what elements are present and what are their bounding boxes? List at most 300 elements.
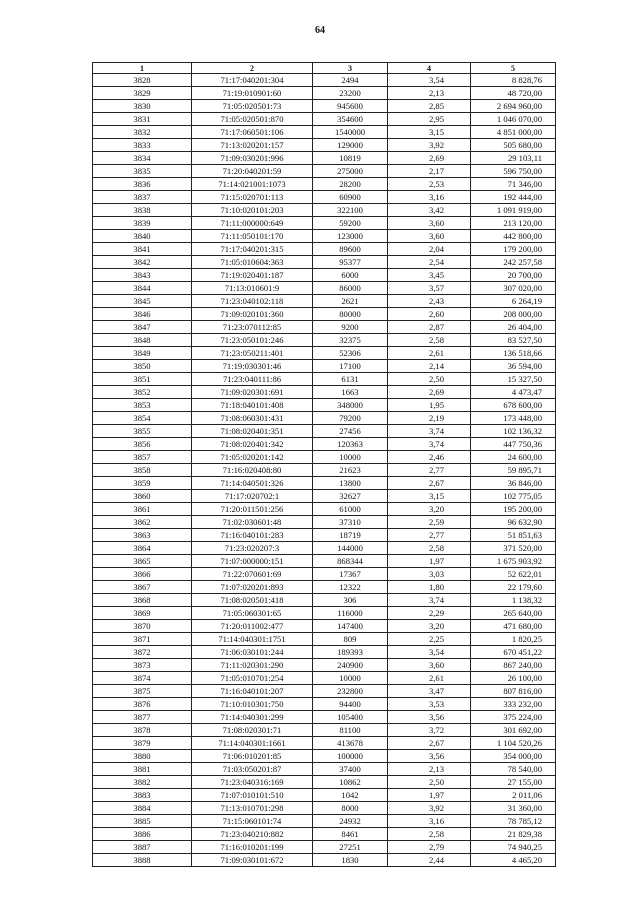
table-row	[93, 568, 556, 581]
table-row	[93, 659, 556, 672]
area-cell: 10000	[313, 451, 388, 464]
rate-cell: 2,67	[388, 477, 471, 490]
table-row	[93, 321, 556, 334]
table-row	[93, 737, 556, 750]
value-cell: 1 675 903,92	[471, 555, 556, 568]
value-cell: 1 091 919,00	[471, 204, 556, 217]
cadastral-number-cell: 71:11:000000:649	[192, 217, 313, 230]
row-number-cell: 3849	[93, 347, 192, 360]
rate-cell: 2,59	[388, 516, 471, 529]
cadastral-number-cell: 71:19:020401:187	[192, 269, 313, 282]
rate-cell: 2,43	[388, 295, 471, 308]
rate-cell: 3,15	[388, 490, 471, 503]
value-cell: 213 120,00	[471, 217, 556, 230]
cadastral-number-cell: 71:14:040301:299	[192, 711, 313, 724]
area-cell: 94400	[313, 698, 388, 711]
value-cell: 1 138,32	[471, 594, 556, 607]
rate-cell: 3,74	[388, 425, 471, 438]
table-row	[93, 165, 556, 178]
rate-cell: 2,44	[388, 854, 471, 867]
row-number-cell: 3854	[93, 412, 192, 425]
value-cell: 96 632,90	[471, 516, 556, 529]
rate-cell: 1,80	[388, 581, 471, 594]
row-number-cell: 3836	[93, 178, 192, 191]
cadastral-number-cell: 71:07:010101:510	[192, 789, 313, 802]
value-cell: 136 518,66	[471, 347, 556, 360]
rate-cell: 2,50	[388, 373, 471, 386]
value-cell: 4 473,47	[471, 386, 556, 399]
rate-cell: 2,69	[388, 386, 471, 399]
area-cell: 1540000	[313, 126, 388, 139]
table-row	[93, 373, 556, 386]
row-number-cell: 3838	[93, 204, 192, 217]
row-number-cell: 3840	[93, 230, 192, 243]
rate-cell: 3,45	[388, 269, 471, 282]
cadastral-number-cell: 71:05:020501:73	[192, 100, 313, 113]
row-number-cell: 3850	[93, 360, 192, 373]
row-number-cell: 3852	[93, 386, 192, 399]
row-number-cell: 3880	[93, 750, 192, 763]
value-cell: 442 800,00	[471, 230, 556, 243]
area-cell: 10000	[313, 672, 388, 685]
value-cell: 2 011,06	[471, 789, 556, 802]
value-cell: 307 020,00	[471, 282, 556, 295]
row-number-cell: 3829	[93, 87, 192, 100]
row-number-cell: 3887	[93, 841, 192, 854]
table-row	[93, 542, 556, 555]
table-row	[93, 438, 556, 451]
row-number-cell: 3856	[93, 438, 192, 451]
cadastral-number-cell: 71:23:020207:3	[192, 542, 313, 555]
area-cell: 105400	[313, 711, 388, 724]
row-number-cell: 3845	[93, 295, 192, 308]
row-number-cell: 3865	[93, 555, 192, 568]
cadastral-number-cell: 71:14:040501:326	[192, 477, 313, 490]
row-number-cell: 3842	[93, 256, 192, 269]
table-row	[93, 191, 556, 204]
cadastral-number-cell: 71:05:010604:363	[192, 256, 313, 269]
rate-cell: 3,60	[388, 217, 471, 230]
rate-cell: 3,16	[388, 191, 471, 204]
area-cell: 21623	[313, 464, 388, 477]
rate-cell: 2,25	[388, 633, 471, 646]
table-row	[93, 802, 556, 815]
value-cell: 678 600,00	[471, 399, 556, 412]
rate-cell: 2,46	[388, 451, 471, 464]
row-number-cell: 3863	[93, 529, 192, 542]
area-cell: 6000	[313, 269, 388, 282]
table-row	[93, 646, 556, 659]
column-header: 1	[93, 63, 192, 74]
area-cell: 81100	[313, 724, 388, 737]
area-cell: 147400	[313, 620, 388, 633]
value-cell: 78 540,00	[471, 763, 556, 776]
area-cell: 27251	[313, 841, 388, 854]
area-cell: 868344	[313, 555, 388, 568]
row-number-cell: 3841	[93, 243, 192, 256]
cadastral-number-cell: 71:19:010901:60	[192, 87, 313, 100]
area-cell: 8000	[313, 802, 388, 815]
value-cell: 192 444,00	[471, 191, 556, 204]
area-cell: 945600	[313, 100, 388, 113]
area-cell: 60900	[313, 191, 388, 204]
cadastral-number-cell: 71:20:011501:256	[192, 503, 313, 516]
area-cell: 189393	[313, 646, 388, 659]
cadastral-number-cell: 71:23:040316:169	[192, 776, 313, 789]
area-cell: 1663	[313, 386, 388, 399]
value-cell: 447 750,36	[471, 438, 556, 451]
rate-cell: 2,58	[388, 828, 471, 841]
area-cell: 80000	[313, 308, 388, 321]
table-row	[93, 464, 556, 477]
row-number-cell: 3848	[93, 334, 192, 347]
rate-cell: 2,95	[388, 113, 471, 126]
value-cell: 71 346,00	[471, 178, 556, 191]
area-cell: 95377	[313, 256, 388, 269]
value-cell: 2 694 960,00	[471, 100, 556, 113]
value-cell: 242 257,58	[471, 256, 556, 269]
row-number-cell: 3867	[93, 581, 192, 594]
table-row	[93, 256, 556, 269]
table-row	[93, 490, 556, 503]
rate-cell: 2,61	[388, 672, 471, 685]
area-cell: 86000	[313, 282, 388, 295]
table-row	[93, 412, 556, 425]
row-number-cell: 3860	[93, 490, 192, 503]
area-cell: 37400	[313, 763, 388, 776]
rate-cell: 3,56	[388, 711, 471, 724]
cadastral-number-cell: 71:13:010601:9	[192, 282, 313, 295]
table-row	[93, 711, 556, 724]
table-row	[93, 477, 556, 490]
table-row	[93, 685, 556, 698]
cadastral-number-cell: 71:02:030601:48	[192, 516, 313, 529]
cadastral-number-cell: 71:23:050211:401	[192, 347, 313, 360]
value-cell: 21 829,38	[471, 828, 556, 841]
rate-cell: 3,16	[388, 815, 471, 828]
table-row	[93, 204, 556, 217]
rate-cell: 3,60	[388, 230, 471, 243]
value-cell: 26 404,00	[471, 321, 556, 334]
value-cell: 179 200,00	[471, 243, 556, 256]
cadastral-number-cell: 71:20:011002:477	[192, 620, 313, 633]
rate-cell: 3,92	[388, 139, 471, 152]
rate-cell: 3,54	[388, 74, 471, 87]
row-number-cell: 3874	[93, 672, 192, 685]
row-number-cell: 3883	[93, 789, 192, 802]
row-number-cell: 3873	[93, 659, 192, 672]
table-row	[93, 425, 556, 438]
row-number-cell: 3858	[93, 464, 192, 477]
table-row	[93, 841, 556, 854]
page-number: 64	[315, 25, 325, 36]
rate-cell: 3,03	[388, 568, 471, 581]
cadastral-number-cell: 71:23:050101:246	[192, 334, 313, 347]
row-number-cell: 3844	[93, 282, 192, 295]
row-number-cell: 3868	[93, 594, 192, 607]
area-cell: 129000	[313, 139, 388, 152]
row-number-cell: 3869	[93, 607, 192, 620]
rate-cell: 2,77	[388, 464, 471, 477]
value-cell: 59 895,71	[471, 464, 556, 477]
value-cell: 74 940,25	[471, 841, 556, 854]
cadastral-number-cell: 71:17:040201:304	[192, 74, 313, 87]
value-cell: 265 640,00	[471, 607, 556, 620]
value-cell: 20 700,00	[471, 269, 556, 282]
area-cell: 10819	[313, 152, 388, 165]
cadastral-number-cell: 71:06:030101:244	[192, 646, 313, 659]
value-cell: 807 816,00	[471, 685, 556, 698]
table-row	[93, 620, 556, 633]
value-cell: 8 828,76	[471, 74, 556, 87]
cadastral-number-cell: 71:15:020701:113	[192, 191, 313, 204]
rate-cell: 1,97	[388, 789, 471, 802]
area-cell: 59200	[313, 217, 388, 230]
area-cell: 144000	[313, 542, 388, 555]
table-row	[93, 230, 556, 243]
cadastral-number-cell: 71:23:040111:86	[192, 373, 313, 386]
table-row	[93, 815, 556, 828]
value-cell: 36 594,00	[471, 360, 556, 373]
area-cell: 9200	[313, 321, 388, 334]
column-header: 4	[388, 63, 471, 74]
table-row	[93, 451, 556, 464]
row-number-cell: 3881	[93, 763, 192, 776]
rate-cell: 2,13	[388, 763, 471, 776]
column-header: 5	[471, 63, 556, 74]
rate-cell: 2,29	[388, 607, 471, 620]
row-number-cell: 3875	[93, 685, 192, 698]
table-row	[93, 126, 556, 139]
value-cell: 26 100,00	[471, 672, 556, 685]
cadastral-number-cell: 71:23:040102:118	[192, 295, 313, 308]
rate-cell: 2,87	[388, 321, 471, 334]
table-row	[93, 607, 556, 620]
area-cell: 32375	[313, 334, 388, 347]
rate-cell: 3,57	[388, 282, 471, 295]
value-cell: 102 775,05	[471, 490, 556, 503]
area-cell: 116000	[313, 607, 388, 620]
table-row	[93, 724, 556, 737]
value-cell: 4 851 000,00	[471, 126, 556, 139]
rate-cell: 3,54	[388, 646, 471, 659]
area-cell: 17367	[313, 568, 388, 581]
row-number-cell: 3878	[93, 724, 192, 737]
area-cell: 413678	[313, 737, 388, 750]
row-number-cell: 3870	[93, 620, 192, 633]
rate-cell: 3,20	[388, 620, 471, 633]
cadastral-number-cell: 71:14:021001:1073	[192, 178, 313, 191]
area-cell: 27456	[313, 425, 388, 438]
rate-cell: 3,60	[388, 659, 471, 672]
rate-cell: 3,74	[388, 594, 471, 607]
data-table	[92, 62, 556, 867]
value-cell: 29 103,11	[471, 152, 556, 165]
column-header: 2	[192, 63, 313, 74]
rate-cell: 2,14	[388, 360, 471, 373]
table-header-row	[93, 63, 556, 74]
area-cell: 240900	[313, 659, 388, 672]
rate-cell: 2,17	[388, 165, 471, 178]
table-row	[93, 282, 556, 295]
cadastral-number-cell: 71:09:020101:360	[192, 308, 313, 321]
cadastral-number-cell: 71:08:060301:431	[192, 412, 313, 425]
area-cell: 322100	[313, 204, 388, 217]
cadastral-number-cell: 71:10:020101:203	[192, 204, 313, 217]
value-cell: 6 264,19	[471, 295, 556, 308]
row-number-cell: 3888	[93, 854, 192, 867]
area-cell: 89600	[313, 243, 388, 256]
area-cell: 12322	[313, 581, 388, 594]
row-number-cell: 3828	[93, 74, 192, 87]
value-cell: 1 046 070,00	[471, 113, 556, 126]
rate-cell: 2,77	[388, 529, 471, 542]
area-cell: 1830	[313, 854, 388, 867]
cadastral-number-cell: 71:14:040301:1751	[192, 633, 313, 646]
value-cell: 1 820,25	[471, 633, 556, 646]
area-cell: 2621	[313, 295, 388, 308]
value-cell: 48 720,00	[471, 87, 556, 100]
cadastral-number-cell: 71:16:040101:283	[192, 529, 313, 542]
row-number-cell: 3886	[93, 828, 192, 841]
table-row	[93, 347, 556, 360]
area-cell: 79200	[313, 412, 388, 425]
value-cell: 102 136,32	[471, 425, 556, 438]
row-number-cell: 3853	[93, 399, 192, 412]
cadastral-number-cell: 71:16:010201:199	[192, 841, 313, 854]
table-row	[93, 594, 556, 607]
column-header: 3	[313, 63, 388, 74]
value-cell: 505 680,00	[471, 139, 556, 152]
area-cell: 306	[313, 594, 388, 607]
area-cell: 13800	[313, 477, 388, 490]
rate-cell: 3,74	[388, 438, 471, 451]
cadastral-number-cell: 71:19:030301:46	[192, 360, 313, 373]
rate-cell: 1,95	[388, 399, 471, 412]
rate-cell: 2,04	[388, 243, 471, 256]
cadastral-number-cell: 71:17:020702:1	[192, 490, 313, 503]
value-cell: 15 327,50	[471, 373, 556, 386]
cadastral-number-cell: 71:11:050101:170	[192, 230, 313, 243]
cadastral-number-cell: 71:08:020401:351	[192, 425, 313, 438]
row-number-cell: 3871	[93, 633, 192, 646]
rate-cell: 3,72	[388, 724, 471, 737]
cadastral-number-cell: 71:05:060301:65	[192, 607, 313, 620]
rate-cell: 2,69	[388, 152, 471, 165]
table-row	[93, 399, 556, 412]
cadastral-number-cell: 71:07:020201:893	[192, 581, 313, 594]
table-row	[93, 295, 556, 308]
row-number-cell: 3861	[93, 503, 192, 516]
value-cell: 36 846,00	[471, 477, 556, 490]
rate-cell: 2,85	[388, 100, 471, 113]
table-row	[93, 672, 556, 685]
area-cell: 17100	[313, 360, 388, 373]
row-number-cell: 3879	[93, 737, 192, 750]
value-cell: 78 785,12	[471, 815, 556, 828]
value-cell: 596 750,00	[471, 165, 556, 178]
value-cell: 22 179,60	[471, 581, 556, 594]
table-row	[93, 854, 556, 867]
cadastral-number-cell: 71:18:040101:408	[192, 399, 313, 412]
table-row	[93, 139, 556, 152]
cadastral-number-cell: 71:11:020301:290	[192, 659, 313, 672]
area-cell: 37310	[313, 516, 388, 529]
rate-cell: 2,19	[388, 412, 471, 425]
cadastral-number-cell: 71:17:040201:315	[192, 243, 313, 256]
row-number-cell: 3877	[93, 711, 192, 724]
rate-cell: 2,58	[388, 334, 471, 347]
value-cell: 173 448,00	[471, 412, 556, 425]
rate-cell: 3,42	[388, 204, 471, 217]
rate-cell: 2,60	[388, 308, 471, 321]
area-cell: 18719	[313, 529, 388, 542]
table-row	[93, 243, 556, 256]
value-cell: 24 600,00	[471, 451, 556, 464]
cadastral-number-cell: 71:05:010701:254	[192, 672, 313, 685]
value-cell: 371 520,00	[471, 542, 556, 555]
area-cell: 348000	[313, 399, 388, 412]
value-cell: 333 232,00	[471, 698, 556, 711]
area-cell: 32627	[313, 490, 388, 503]
cadastral-number-cell: 71:23:040210:882	[192, 828, 313, 841]
table-row	[93, 74, 556, 87]
cadastral-number-cell: 71:09:030101:672	[192, 854, 313, 867]
row-number-cell: 3843	[93, 269, 192, 282]
area-cell: 120363	[313, 438, 388, 451]
row-number-cell: 3866	[93, 568, 192, 581]
cadastral-number-cell: 71:08:020501:418	[192, 594, 313, 607]
value-cell: 301 692,00	[471, 724, 556, 737]
row-number-cell: 3831	[93, 113, 192, 126]
rate-cell: 1,97	[388, 555, 471, 568]
rate-cell: 3,20	[388, 503, 471, 516]
rate-cell: 2,58	[388, 542, 471, 555]
area-cell: 809	[313, 633, 388, 646]
rate-cell: 2,50	[388, 776, 471, 789]
table-row	[93, 360, 556, 373]
table-row	[93, 828, 556, 841]
row-number-cell: 3857	[93, 451, 192, 464]
cadastral-number-cell: 71:07:000000:151	[192, 555, 313, 568]
value-cell: 27 155,00	[471, 776, 556, 789]
row-number-cell: 3882	[93, 776, 192, 789]
cadastral-number-cell: 71:05:020201:142	[192, 451, 313, 464]
table-row	[93, 152, 556, 165]
row-number-cell: 3833	[93, 139, 192, 152]
cadastral-number-cell: 71:05:020501:870	[192, 113, 313, 126]
value-cell: 31 360,00	[471, 802, 556, 815]
table-row	[93, 555, 556, 568]
cadastral-number-cell: 71:13:020201:157	[192, 139, 313, 152]
table-row	[93, 763, 556, 776]
row-number-cell: 3835	[93, 165, 192, 178]
cadastral-number-cell: 71:14:040301:1661	[192, 737, 313, 750]
row-number-cell: 3862	[93, 516, 192, 529]
row-number-cell: 3876	[93, 698, 192, 711]
table-row	[93, 529, 556, 542]
value-cell: 354 000,00	[471, 750, 556, 763]
rate-cell: 3,53	[388, 698, 471, 711]
table-row	[93, 178, 556, 191]
rate-cell: 3,56	[388, 750, 471, 763]
area-cell: 232800	[313, 685, 388, 698]
row-number-cell: 3839	[93, 217, 192, 230]
area-cell: 2494	[313, 74, 388, 87]
rate-cell: 2,53	[388, 178, 471, 191]
cadastral-number-cell: 71:03:050201:87	[192, 763, 313, 776]
cadastral-number-cell: 71:23:070112:85	[192, 321, 313, 334]
